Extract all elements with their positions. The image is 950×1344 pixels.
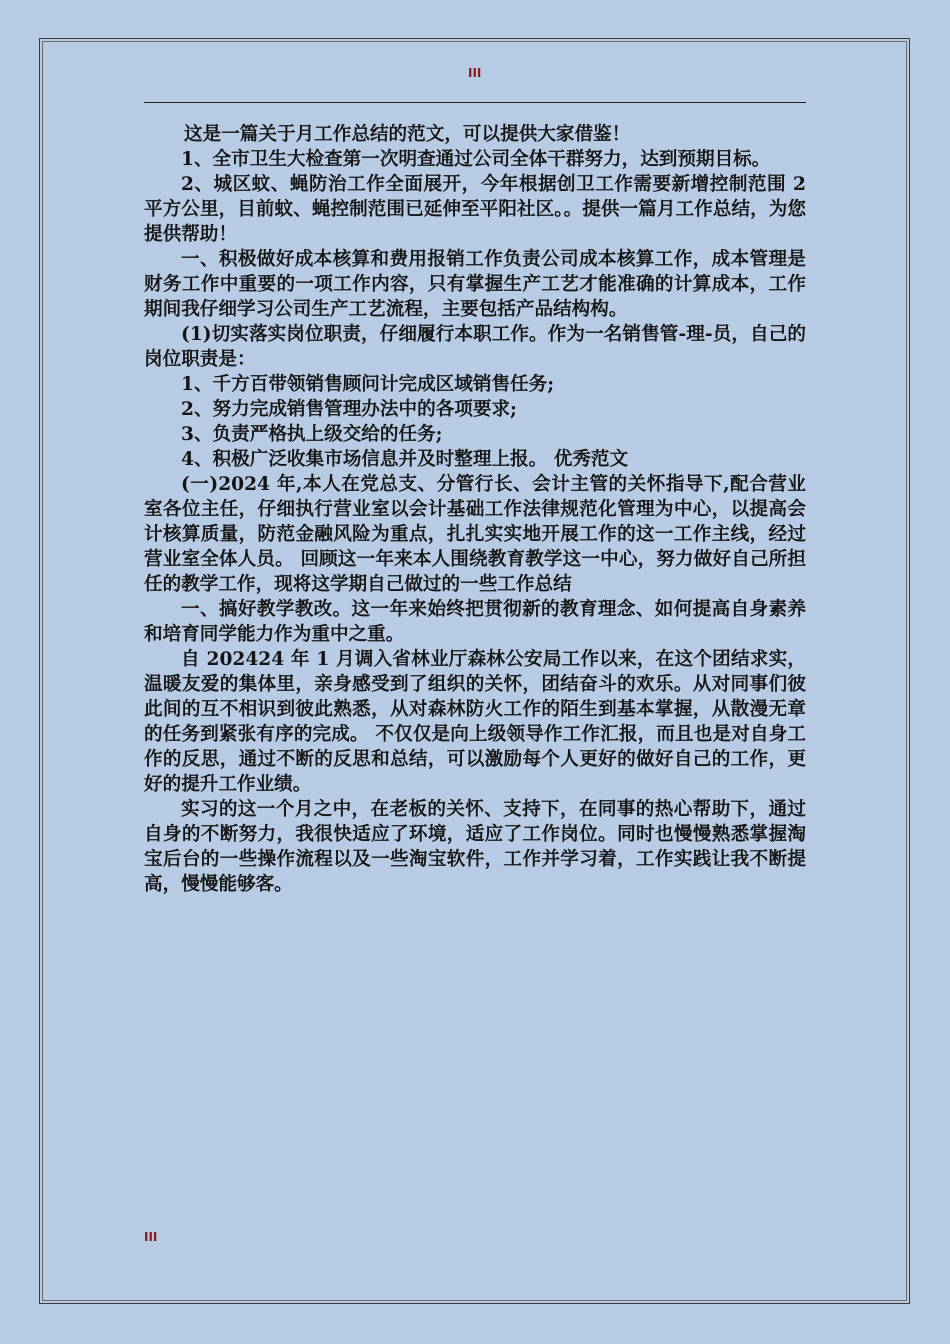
- paragraph: 2、城区蚊、蝇防治工作全面展开，今年根据创卫工作需要新增控制范围 2 平方公里，目前蚊、蝇控制范围已延伸至平阳社区。。提供一篇月工作总结，为您提供帮助！: [144, 174, 806, 245]
- paragraph: 一、积极做好成本核算和费用报销工作负责公司成本核算工作，成本管理是财务工作中重要的一项工作内容，只有掌握生产工艺才能准确的计算成本，工作期间我仔细学习公司生产工艺流程，主要包括产品结构构。: [144, 249, 806, 320]
- paragraph: 自 202424 年 1 月调入省林业厅森林公安局工作以来，在这个团结求实，温暖友爱的集体里，亲身感受到了组织的关怀，团结奋斗的欢乐。从对同事们彼此间的互不相识到彼此熟悉，从对森林防火工作的陌生到基本掌握，从散漫无章的任务到紧张有序的完成。 不仅仅是向上级领导作工作汇报，而且也是对自身工作的反思，通过不断的反思和总结，可以激励每个人更好的做好自己的工作，更好的提升工作业绩。: [144, 649, 806, 795]
- paragraph: 1、全市卫生大检查第一次明查通过公司全体干群努力，达到预期目标。: [181, 149, 771, 170]
- paragraph: (1)切实落实岗位职责，仔细履行本职工作。作为一名销售管-理-员，自己的岗位职责是：: [144, 324, 806, 370]
- document-body: [144, 122, 806, 897]
- paragraph: 2、努力完成销售管理办法中的各项要求;: [181, 399, 517, 420]
- paragraph: (一)2024 年,本人在党总支、分管行长、会计主管的关怀指导下,配合营业室各位主任，仔细执行营业室以会计基础工作法律规范化管理为中心，以提高会计核算质量，防范金融风险为重点，扎扎实实地开展工作的这一工作主线，经过营业室全体人员。 回顾这一年来本人围绕教育教学这一中心，努力做好自己所担任的教学工作，现将这学期自己做过的一些工作总结: [144, 474, 806, 595]
- paragraph: 实习的这一个月之中，在老板的关怀、支持下，在同事的热心帮助下，通过自身的不断努力，我很快适应了环境，适应了工作岗位。同时也慢慢熟悉掌握淘宝后台的一些操作流程以及一些淘宝软件，工作并学习着，工作实践让我不断提高，慢慢能够客。: [144, 799, 806, 895]
- header-rule: [144, 102, 806, 103]
- footer-mark: III: [144, 1230, 158, 1244]
- paragraph: 1、千方百带领销售顾问计完成区域销售任务;: [181, 374, 555, 395]
- paragraph: 4、积极广泛收集市场信息并及时整理上报。 优秀范文: [181, 449, 629, 470]
- paragraph: 3、负责严格执上级交给的任务;: [181, 424, 443, 445]
- paragraph-intro: 这是一篇关于月工作总结的范文，可以提供大家借鉴！: [184, 124, 631, 145]
- paragraph: 一、搞好教学教改。这一年来始终把贯彻新的教育理念、如何提高自身素养和培育同学能力作为重中之重。: [144, 599, 806, 645]
- header-mark: III: [468, 66, 482, 80]
